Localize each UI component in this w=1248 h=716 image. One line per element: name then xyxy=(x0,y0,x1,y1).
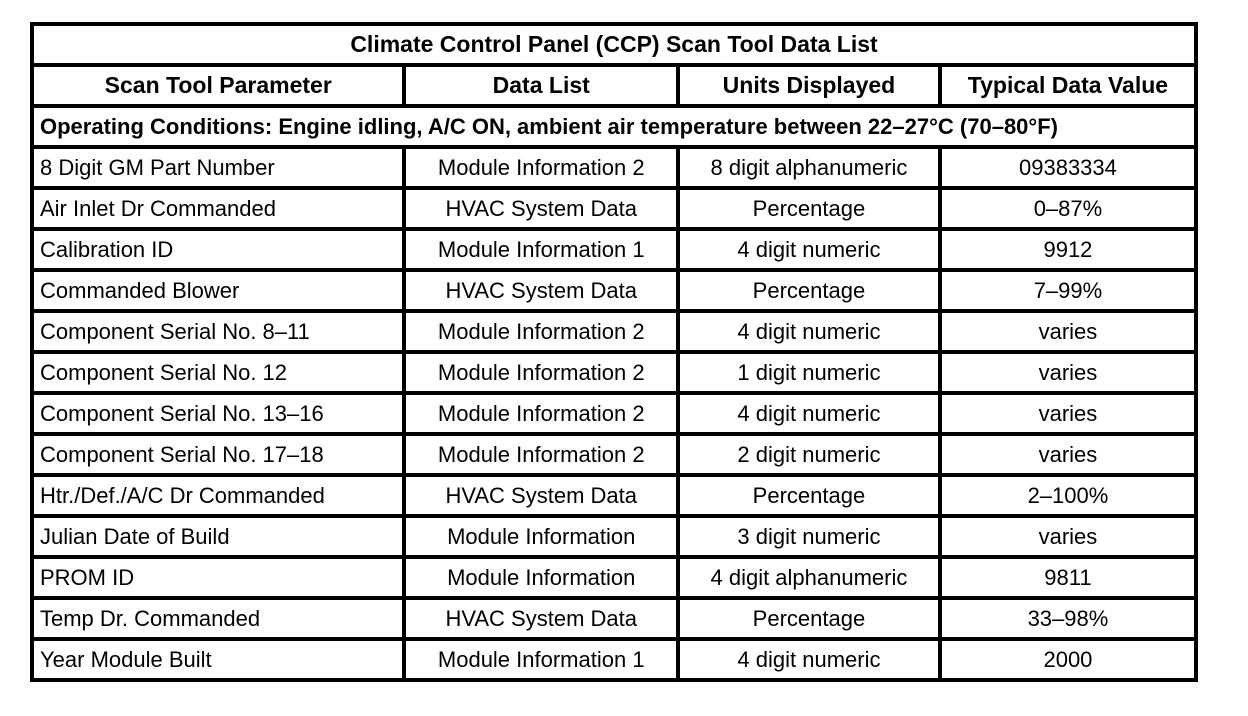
column-header-units-displayed: Units Displayed xyxy=(678,65,940,106)
cell-parameter: Htr./Def./A/C Dr Commanded xyxy=(32,475,404,516)
cell-typical-value: 9811 xyxy=(940,557,1196,598)
cell-typical-value: 2000 xyxy=(940,639,1196,680)
cell-parameter: Component Serial No. 13–16 xyxy=(32,393,404,434)
cell-units: 1 digit numeric xyxy=(678,352,940,393)
cell-data-list: Module Information 2 xyxy=(404,352,678,393)
cell-units: 4 digit alphanumeric xyxy=(678,557,940,598)
table-row xyxy=(32,516,1196,557)
cell-data-list: Module Information xyxy=(404,516,678,557)
cell-data-list: Module Information 2 xyxy=(404,311,678,352)
cell-parameter: Temp Dr. Commanded xyxy=(32,598,404,639)
cell-data-list: HVAC System Data xyxy=(404,188,678,229)
header-row xyxy=(32,65,1196,106)
cell-parameter: Air Inlet Dr Commanded xyxy=(32,188,404,229)
cell-units: Percentage xyxy=(678,270,940,311)
cell-typical-value: varies xyxy=(940,434,1196,475)
table-row xyxy=(32,393,1196,434)
table-row xyxy=(32,557,1196,598)
cell-typical-value: 7–99% xyxy=(940,270,1196,311)
cell-typical-value: 2–100% xyxy=(940,475,1196,516)
table-row xyxy=(32,270,1196,311)
cell-data-list: Module Information 1 xyxy=(404,229,678,270)
table-row xyxy=(32,639,1196,680)
cell-data-list: HVAC System Data xyxy=(404,475,678,516)
cell-units: 8 digit alphanumeric xyxy=(678,147,940,188)
ccp-scan-tool-data-table xyxy=(30,22,1198,682)
table-row xyxy=(32,598,1196,639)
cell-typical-value: 0–87% xyxy=(940,188,1196,229)
cell-units: 3 digit numeric xyxy=(678,516,940,557)
cell-data-list: Module Information 2 xyxy=(404,393,678,434)
table-row xyxy=(32,229,1196,270)
table-row xyxy=(32,311,1196,352)
cell-parameter: Component Serial No. 8–11 xyxy=(32,311,404,352)
table-title: Climate Control Panel (CCP) Scan Tool Data List xyxy=(32,24,1196,65)
cell-data-list: Module Information 2 xyxy=(404,434,678,475)
cell-typical-value: 9912 xyxy=(940,229,1196,270)
cell-data-list: HVAC System Data xyxy=(404,270,678,311)
table-row xyxy=(32,475,1196,516)
cell-parameter: PROM ID xyxy=(32,557,404,598)
cell-parameter: 8 Digit GM Part Number xyxy=(32,147,404,188)
cell-data-list: HVAC System Data xyxy=(404,598,678,639)
cell-units: 4 digit numeric xyxy=(678,393,940,434)
cell-units: Percentage xyxy=(678,188,940,229)
operating-conditions-note: Operating Conditions: Engine idling, A/C ON, ambient air temperature between 22–27°C (70–80°F) xyxy=(32,106,1196,147)
table-row xyxy=(32,147,1196,188)
cell-typical-value: varies xyxy=(940,352,1196,393)
title-row xyxy=(32,24,1196,65)
cell-data-list: Module Information 1 xyxy=(404,639,678,680)
cell-typical-value: varies xyxy=(940,311,1196,352)
column-header-typical-data-value: Typical Data Value xyxy=(940,65,1196,106)
cell-typical-value: varies xyxy=(940,393,1196,434)
cell-units: Percentage xyxy=(678,475,940,516)
cell-parameter: Commanded Blower xyxy=(32,270,404,311)
cell-parameter: Component Serial No. 17–18 xyxy=(32,434,404,475)
table-row xyxy=(32,434,1196,475)
column-header-data-list: Data List xyxy=(404,65,678,106)
cell-data-list: Module Information xyxy=(404,557,678,598)
cell-typical-value: 09383334 xyxy=(940,147,1196,188)
cell-parameter: Calibration ID xyxy=(32,229,404,270)
cell-units: 4 digit numeric xyxy=(678,639,940,680)
cell-units: 4 digit numeric xyxy=(678,311,940,352)
table-row xyxy=(32,352,1196,393)
cell-units: 2 digit numeric xyxy=(678,434,940,475)
column-header-scan-tool-parameter: Scan Tool Parameter xyxy=(32,65,404,106)
cell-data-list: Module Information 2 xyxy=(404,147,678,188)
cell-parameter: Julian Date of Build xyxy=(32,516,404,557)
cell-typical-value: varies xyxy=(940,516,1196,557)
cell-parameter: Year Module Built xyxy=(32,639,404,680)
cell-units: 4 digit numeric xyxy=(678,229,940,270)
operating-conditions-row xyxy=(32,106,1196,147)
cell-units: Percentage xyxy=(678,598,940,639)
cell-parameter: Component Serial No. 12 xyxy=(32,352,404,393)
cell-typical-value: 33–98% xyxy=(940,598,1196,639)
table-row xyxy=(32,188,1196,229)
